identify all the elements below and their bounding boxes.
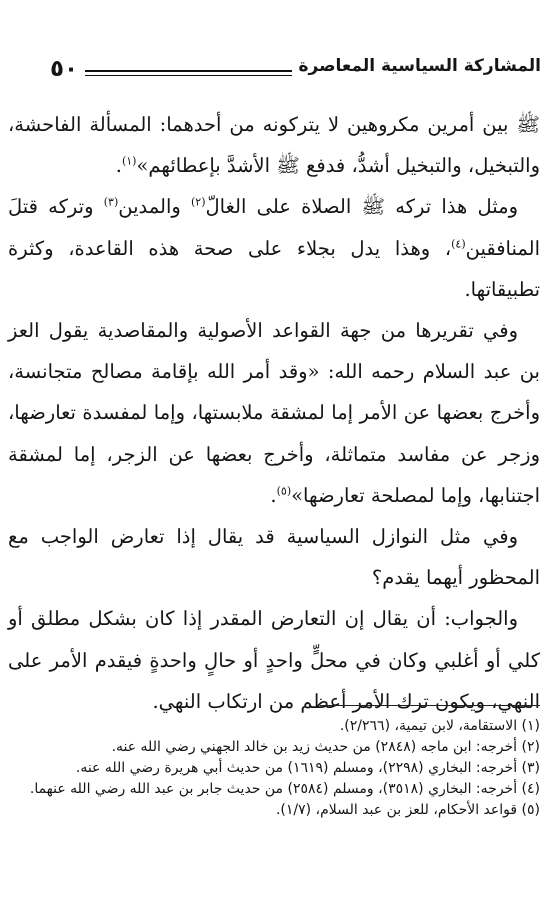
- footnote-ref-4: (٤): [451, 237, 466, 251]
- running-title: المشاركة السياسية المعاصرة: [292, 56, 541, 76]
- footnote-4: (٤) أخرجه: البخاري (٣٥١٨)، ومسلم (٢٥٨٤) من حديث جابر بن عبد الله رضي الله عنهما.: [29, 781, 540, 797]
- page-number: ٥٠: [50, 56, 79, 82]
- footnote-ref-3: (٣): [103, 195, 119, 209]
- footnote-2: (٢) أخرجه: ابن ماجه (٢٨٤٨) من حديث زيد بن خالد الجهني رضي الله عنه.: [111, 739, 540, 755]
- page-header: [10, 56, 541, 86]
- main-text: [8, 104, 540, 722]
- footnote-ref-1: (١): [121, 154, 137, 168]
- footnote-1: (١) الاستقامة، لابن تيمية، (٢/٢٦٦).: [339, 718, 540, 734]
- paragraph-2: ومثل هذا تركه ﷺ الصلاة على الغالّ$^{(٢)}$ والمدين$^{(٣)}$ وتركه قتلَ المنافقين$^{(٤)}$، وهذا يدل بجلاء على صحة هذه القاعدة، وكثرة تطبيقاتها.: [8, 195, 540, 301]
- footnote-divider: [320, 705, 540, 706]
- paragraph-3: وفي تقريرها من جهة القواعد الأصولية والمقاصدية يقول العز بن عبد السلام رحمه الله: «وقد أمر الله بإقامة مصالح متجانسة، وأخرج بعضها عن الأمر إما لمشقة ملابستها، وإما لمفسدة تعارضها، وزجر عن مفاسد متماثلة، وأخرج بعضها عن الزجر، إما لمشقة اجتنابها، وإما لمصلحة تعارضها»$^{(٥)}$.: [8, 319, 540, 507]
- footnotes: [20, 716, 540, 821]
- footnote-5: (٥) قواعد الأحكام، للعز بن عبد السلام، (١/٧).: [275, 802, 540, 818]
- paragraph-5: والجواب: أن يقال إن التعارض المقدر إذا كان بشكل مطلق أو كلي أو أغلبي وكان في محلٍّ واحدٍ أو حالٍ واحدةٍ فيقدم الأمر على النهي، ويكون ترك الأمر أعظم من ارتكاب النهي.: [8, 607, 540, 713]
- paragraph-1: ﷺ بين أمرين مكروهين لا يتركونه من أحدهما: المسألة الفاحشة، والتبخيل، والتبخيل أشدُّ، فدفع ﷺ الأشدَّ بإعطائهم»$^{(١)}$.: [8, 113, 540, 178]
- paragraph-4: وفي مثل النوازل السياسية قد يقال إذا تعارض الواجب مع المحظور أيهما يقدم؟: [8, 525, 540, 590]
- footnote-ref-5: (٥): [276, 484, 292, 498]
- footnote-3: (٣) أخرجه: البخاري (٢٢٩٨)، ومسلم (١٦١٩) من حديث أبي هريرة رضي الله عنه.: [75, 760, 540, 776]
- footnote-ref-2: (٢): [191, 195, 206, 209]
